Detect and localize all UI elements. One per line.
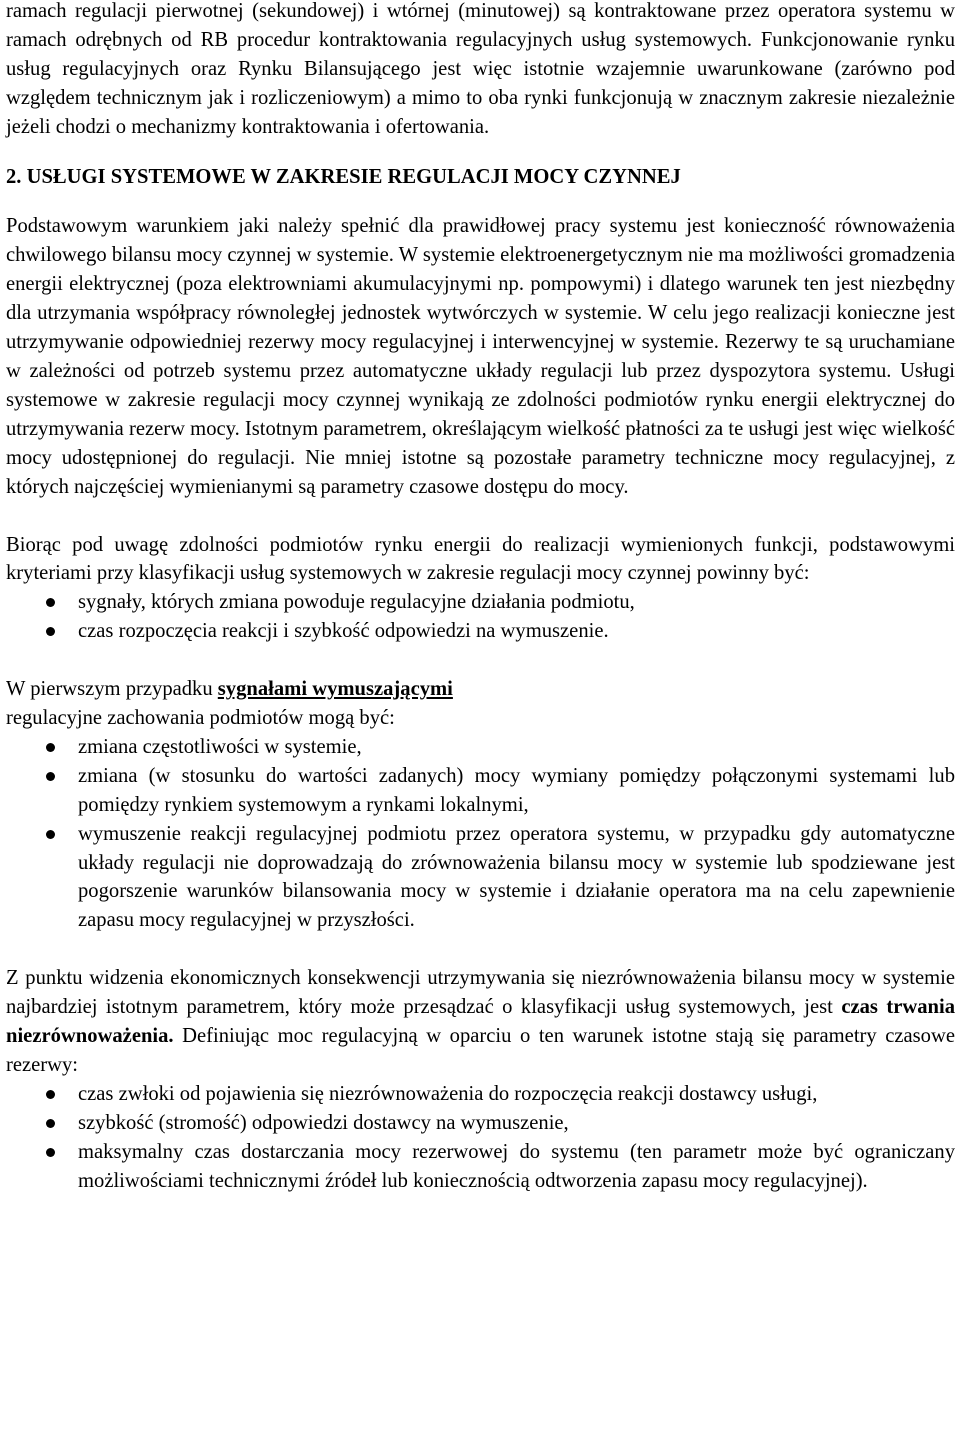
list-item-text: sygnały, których zmiana powoduje regulacyjne działania podmiotu,	[78, 591, 635, 614]
signals-list	[6, 733, 955, 935]
bullet-icon	[46, 598, 55, 607]
list-item	[6, 588, 955, 617]
paragraph-text: Z punktu widzenia ekonomicznych konsekwencji utrzymywania się niezrównoważenia bilansu mocy w systemie najbardziej istotnym parametrem, który może przesądzać o klasyfikacji usług systemowych, jest	[6, 967, 955, 1019]
paragraph-power-balance: Podstawowym warunkiem jaki należy spełnić dla prawidłowej pracy systemu jest konieczność równoważenia chwilowego bilansu mocy czynnej w systemie. W systemie elektroenergetycznym nie ma możliwości gromadzenia energii elektrycznej (poza elektrowniami akumulacyjnymi np. pompowymi) i dlatego warunek ten jest niezbędny dla utrzymania współpracy równoległej jednostek wytwórczych w systemie. W celu jego realizacji konieczne jest utrzymywanie odpowiedniej rezerwy mocy regulacyjnej i interwencyjnej w systemie. Rezerwy te są uruchamiane w zależności od potrzeb systemu przez automatyczne układy regulacji lub przez dyspozytora systemu. Usługi systemowe w zakresie regulacji mocy czynnej wynikają ze zdolności podmiotów rynku energii elektrycznej do utrzymywania rezerw mocy. Istotnym parametrem, określającym wielkość płatności za te usługi jest więc wielkość mocy udostępnionej do regulacji. Nie mniej istotne są pozostałe parametry techniczne mocy regulacyjnej, z których najczęściej wymienianymi są parametry czasowe dostępu do mocy.	[6, 215, 955, 498]
section-heading: 2. USŁUGI SYSTEMOWE W ZAKRESIE REGULACJI MOCY CZYNNEJ	[6, 165, 681, 188]
list-item	[6, 820, 955, 936]
list-item	[6, 762, 955, 820]
emphasis-text: sygnałami wymuszającymi	[217, 678, 453, 701]
intro-paragraph: ramach regulacji pierwotnej (sekundowej) i wtórnej (minutowej) są kontraktowane przez operatora systemu w ramach odrębnych od RB procedur kontraktowania regulacyjnych usług systemowych. Funkcjonowanie rynku usług regulacyjnych oraz Rynku Bilansującego jest więc istotnie wzajemnie uwarunkowane (zarówno pod względem technicznym jak i rozliczeniowym) a mimo to oba rynki funkcjonują w znacznym zakresie niezależnie jeżeli chodzi o mechanizmy kontraktowania i ofertowania.	[6, 0, 955, 138]
list-item-text: zmiana (w stosunku do wartości zadanych) mocy wymiany pomiędzy połączonymi systemami lub pomiędzy rynkiem systemowym a rynkami lokalnymi,	[78, 764, 955, 816]
reserve-parameters-list	[6, 1080, 955, 1196]
document-page	[6, 0, 955, 1196]
bullet-icon	[46, 1148, 55, 1157]
paragraph-text: Definiując moc regulacyjną w oparciu o ten warunek istotne stają się parametry czasowe rezerwy:	[6, 1025, 955, 1076]
list-item-text: czas zwłoki od pojawienia się niezrównoważenia do rozpoczęcia reakcji dostawcy usługi,	[78, 1082, 818, 1105]
emphasis-text: czas trwania niezrównoważenia.	[6, 996, 956, 1048]
criteria-list	[6, 588, 955, 646]
list-item-text: maksymalny czas dostarczania mocy rezerwowej do systemu (ten parametr może być ograniczany możliwościami technicznymi źródeł lub koniecznością odtworzenia zapasu mocy regulacyjnej).	[78, 1140, 955, 1192]
paragraph-imbalance-duration	[6, 964, 955, 1080]
paragraph-forcing-signals	[6, 675, 955, 733]
list-item-text: szybkość (stromość) odpowiedzi dostawcy na wymuszenie,	[78, 1111, 569, 1134]
list-item	[6, 1080, 955, 1109]
bullet-icon	[46, 1090, 55, 1099]
bullet-icon	[46, 627, 55, 636]
paragraph-text: regulacyjne zachowania podmiotów mogą być:	[6, 707, 395, 730]
bullet-icon	[46, 1119, 55, 1128]
bullet-icon	[46, 743, 55, 752]
list-item	[6, 1109, 955, 1138]
list-item	[6, 1138, 955, 1196]
list-item-text: czas rozpoczęcia reakcji i szybkość odpowiedzi na wymuszenie.	[78, 620, 609, 643]
list-item-text: wymuszenie reakcji regulacyjnej podmiotu przez operatora systemu, w przypadku gdy automatyczne układy regulacji nie doprowadzają do zrównoważenia bilansu mocy w systemie lub spodziewane jest pogorszenie warunków bilansowania mocy w systemie i działanie operatora ma na celu zapewnienie zapasu mocy regulacyjnej w przyszłości.	[78, 822, 955, 932]
list-item	[6, 733, 955, 762]
bullet-icon	[46, 830, 55, 839]
bullet-icon	[46, 772, 55, 781]
paragraph-text: W pierwszym przypadku	[6, 678, 218, 701]
list-item-text: zmiana częstotliwości w systemie,	[78, 735, 362, 758]
paragraph-classification-criteria: Biorąc pod uwagę zdolności podmiotów rynku energii do realizacji wymienionych funkcji, podstawowymi kryteriami przy klasyfikacji usług systemowych w zakresie regulacji mocy czynnej powinny być:	[6, 533, 955, 585]
list-item	[6, 617, 955, 646]
